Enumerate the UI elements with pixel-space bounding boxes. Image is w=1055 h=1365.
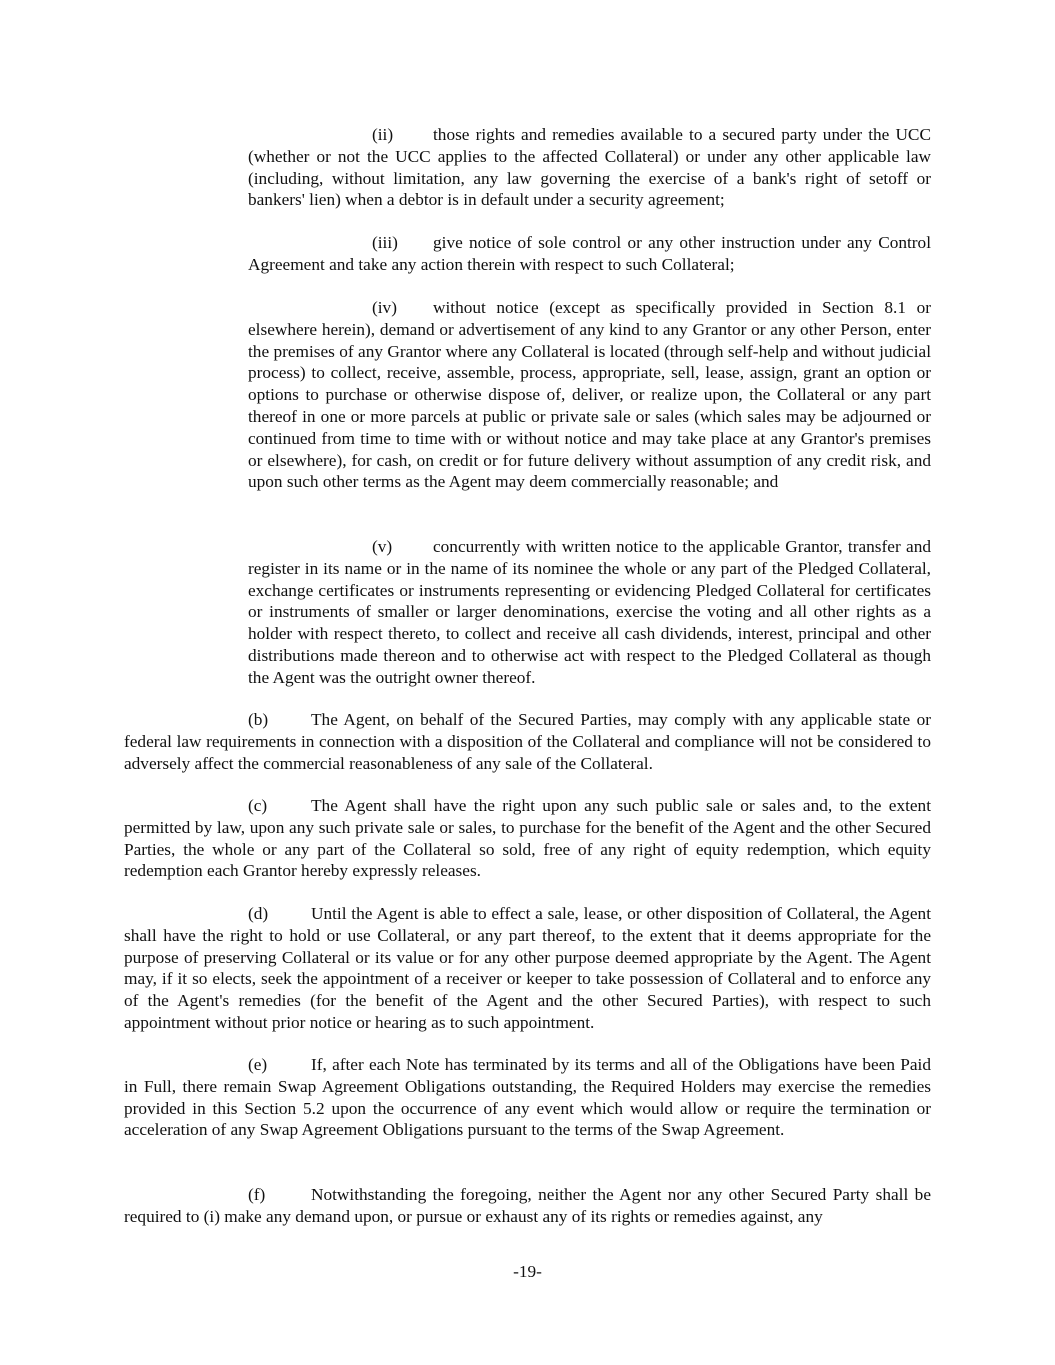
section-text: Notwithstanding the foregoing, neither the Agent nor any other Secured Party shall be required to (i) make any demand upon, or pursue or exhaust any of its rights or remedies against, any <box>124 1185 931 1226</box>
clause-ii <box>248 124 931 211</box>
clause-text: those rights and remedies available to a secured party under the UCC (whether or not the UCC applies to the affected Collateral) or under any other applicable law (including, without limitation, any law governing the exercise of a bank's right of setoff or bankers' lien) when a debtor is in default under a security agreement; <box>248 125 931 210</box>
section-label: (e) <box>248 1055 268 1074</box>
clause-label: (iv) <box>372 298 397 317</box>
section-label: (d) <box>248 904 269 923</box>
clause-label: (iii) <box>372 233 398 252</box>
section-text: If, after each Note has terminated by its terms and all of the Obligations have been Paid in Full, there remain Swap Agreement Obligations outstanding, the Required Holders may exercise the remedies provided in this Section 5.2 upon the occurrence of any event which would allow or require the termination or acceleration of any Swap Agreement Obligations pursuant to the terms of the Swap Agreement. <box>124 1055 931 1140</box>
section-e <box>124 1054 931 1141</box>
section-text: The Agent shall have the right upon any such public sale or sales and, to the extent permitted by law, upon any such private sale or sales, to purchase for the benefit of the Agent and the other Secured Parties, the whole or any part of the Collateral so sold, free of any right of equity redemption, which equity redemption each Grantor hereby expressly releases. <box>124 796 931 881</box>
clause-label: (ii) <box>372 125 394 144</box>
section-label: (c) <box>248 796 268 815</box>
section-f <box>124 1184 931 1228</box>
clause-label: (v) <box>372 537 393 556</box>
section-b <box>124 709 931 774</box>
section-text: Until the Agent is able to effect a sale, lease, or other disposition of Collateral, the Agent shall have the right to hold or use Collateral, or any part thereof, to the extent that it deems appropriate for the purpose of preserving Collateral or its value or for any other purpose deemed appropriate by the Agent. The Agent may, if it so elects, seek the appointment of a receiver or keeper to take possession of Collateral and to enforce any of the Agent's remedies (for the benefit of the Agent and the other Secured Parties), with respect to such appointment without prior notice or hearing as to such appointment. <box>124 904 931 1032</box>
clause-iv <box>248 297 931 493</box>
clause-text: give notice of sole control or any other instruction under any Control Agreement and take any action therein with respect to such Collateral; <box>248 233 931 274</box>
section-c <box>124 795 931 882</box>
clause-text: without notice (except as specifically provided in Section 8.1 or elsewhere herein), demand or advertisement of any kind to any Grantor or any other Person, enter the premises of any Grantor where any Collateral is located (through self-help and without judicial process) to collect, receive, assemble, process, appropriate, sell, lease, assign, grant an option or options to purchase or otherwise dispose of, deliver, or realize upon, the Collateral or any part thereof in one or more parcels at public or private sale or sales (which sales may be adjourned or continued from time to time with or without notice and may take place at any Grantor's premises or elsewhere), for cash, on credit or for future delivery without assumption of any credit risk, and upon such other terms as the Agent may deem commercially reasonable; and <box>248 298 931 492</box>
section-label: (b) <box>248 710 269 729</box>
clause-v <box>248 536 931 689</box>
section-label: (f) <box>248 1185 266 1204</box>
clause-text: concurrently with written notice to the applicable Grantor, transfer and register in its name or in the name of its nominee the whole or any part of the Pledged Collateral, exchange certificates or instruments representing or evidencing Pledged Collateral for certificates or instruments of smaller or larger denominations, exercise the voting and all other rights as a holder with respect thereto, to collect and receive all cash dividends, interest, principal and other distributions made thereon and to otherwise act with respect to the Pledged Collateral as though the Agent was the outright owner thereof. <box>248 537 931 687</box>
clause-iii <box>248 232 931 276</box>
page-number: -19- <box>513 1262 542 1281</box>
section-d <box>124 903 931 1034</box>
section-text: The Agent, on behalf of the Secured Parties, may comply with any applicable state or federal law requirements in connection with a disposition of the Collateral and compliance will not be considered to adversely affect the commercial reasonableness of any sale of the Collateral. <box>124 710 931 773</box>
